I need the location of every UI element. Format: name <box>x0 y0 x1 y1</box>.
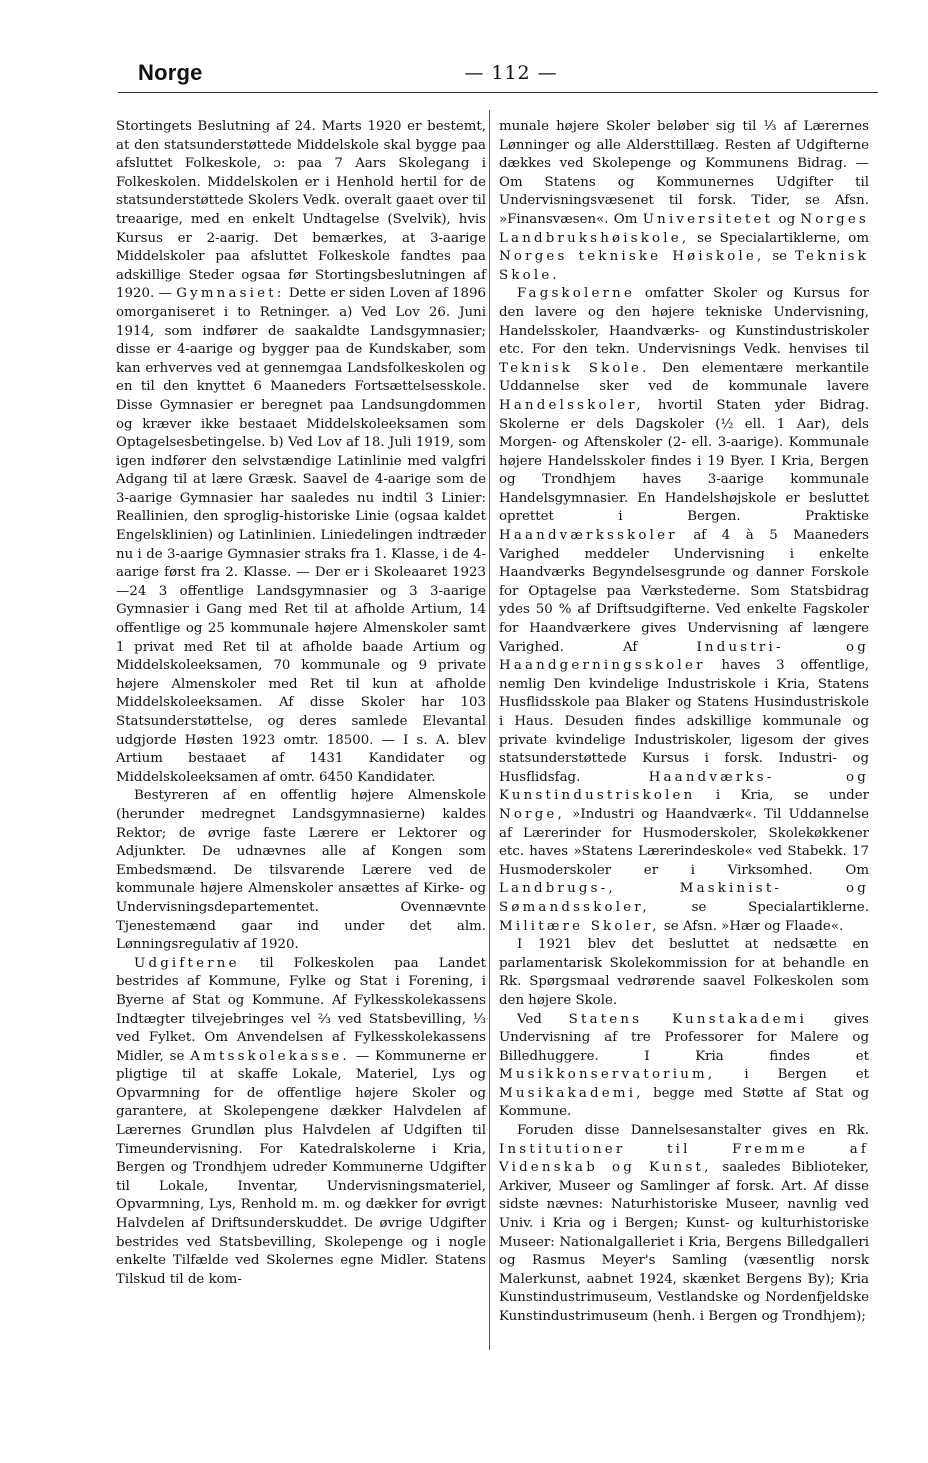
term: Norges Landbrukshøiskole, <box>499 211 869 246</box>
paragraph: Udgifterne til Folkeskolen paa Landet bestrides af Kommune, Fylke og Stat i Forening, i Byerne af Stat og Kommune. Af Fylkesskolekassens Indtægter tilvejebringes vel ⅔ ved Statsbevilling, ⅓ ved Fylket. Om Anvendelsen af Fylkesskolekassens Midler, se Amtsskolekasse. — Kommunerne er pligtige til at skaffe Lokale, Materiel, Lys og Opvarmning for de offentlige højere Skoler og garantere, at Skolepengene dækker Halvdelen af Lærernes Grundløn plus Halvdelen af Udgiften til Timeundervisning. For Katedralskolerne i Kria, Bergen og Trondhjem udreder Kommunerne Udgifter til Lokale, Inventar, Undervisningsmateriel, Opvarmning, Lys, Renhold m. m. og dækker for øvrigt Halvdelen af Driftsunderskuddet. De øvrige Udgifter bestrides ved Statsbevilling, Skolepenge og i nogle enkelte Tilfælde ved Skolernes egne Midler. Statens Tilskud til de kom- <box>116 955 487 1287</box>
term: Teknisk Skole. <box>499 249 869 283</box>
term: Norges tekniske Høiskole, <box>499 249 765 265</box>
right-column <box>499 118 869 1327</box>
term: Haandværks- og Kunstindustriskolen <box>499 769 869 804</box>
page-header <box>118 60 878 90</box>
term: Militære Skoler, <box>499 918 660 934</box>
paragraph: Stortingets Beslutning af 24. Marts 1920 er bestemt, at den statsunderstøttede Middelskole skal bygge paa afsluttet Folkeskole, ɔ: paa 7 Aars Skolegang i Folkeskolen. Middelskolen er i Henhold hertil for de statsunderstøttede Skolers Vedk. overalt gaaet over til treaarige, med en enkelt Undtagelse (Svelvik), hvis Kursus er 2-aarig. Det bemærkes, at 3-aarige Middelskoler paa afsluttet Folkeskole fandtes paa adskillige Steder ogsaa før Stortingsbeslutningen af 1920. — Gymnasiet: Dette er siden Loven af 1896 omorganiseret i to Retninger. a) Ved Lov 26. Juni 1914, som indfører de saakaldte Landsgymnasier; disse er 4-aarige og bygger paa de Kundskaber, som kan erhverves ved at gennemgaa Landsfolkeskolen og en til den knyttet 6 Maaneders Fortsættelsesskole. Disse Gymnasier er beregnet paa Landsungdommen og kræver ikke bestaaet Middelskoleeksamen som Optagelsesbetingelse. b) Ved Lov af 18. Juli 1919, som igen indfører den selvstændige Latinlinie med valgfri Adgang til at lære Græsk. Saavel de 4-aarige som de 3-aarige Gymnasier har saaledes nu indtil 3 Linier: Reallinien, den sproglig-historiske Linie (ogsaa kaldet Engelsklinien) og Latinlinien. Liniedelingen indtræder nu i de 3-aarige Gymnasier straks fra 1. Klasse, i de 4-aarige først fra 2. Klasse. — Der er i Skoleaaret 1923—24 3 offentlige Landsgymnasier og 3 3-aarige Gymnasier i Gang med Ret til at afholde Artium, 14 offentlige og 25 kommunale højere Almenskoler samt 1 privat med Ret til at afholde baade Artium og Middelskoleeksamen, 70 kommunale og 9 private højere Almenskoler med Ret til kun at afholde Middelskoleeksamen. Af disse Skoler har 103 Statsunderstøttelse, og deres samlede Elevantal udgjorde Høsten 1923 omtr. 18500. — I s. A. blev Artium bestaaet af 1431 Kandidater og Middelskoleeksamen af omtr. 6450 Kandidater. <box>116 119 486 785</box>
term: Handelsskoler, <box>499 397 644 413</box>
header-rule <box>118 92 878 93</box>
left-column <box>116 118 486 1289</box>
term: Landbrugs-, Maskinist- og Sømandsskoler, <box>499 881 869 915</box>
paragraph: Ved Statens Kunstakademi gives Undervisning af tre Professorer for Malere og Billedhuggere. I Kria findes et Musikkonservatorium, i Bergen et Musikakademi, begge med Støtte af Stat og Kommune. <box>499 1011 869 1120</box>
paragraph: munale højere Skoler beløber sig til ⅓ af Lærernes Lønninger og alle Aldersttillæg. Resten af Udgifterne dækkes ved Skolepenge og Kommunens Bidrag. — Om Statens og Kommunernes Udgifter til Undervisningsvæsenet til forsk. Tider, se Afsn. »Finansvæsen«. Om Universitetet og Norges Landbrukshøiskole, se Specialartiklerne, om Norges tekniske Høiskole, se Teknisk Skole. <box>499 119 869 283</box>
term: Musikakademi, <box>499 1085 644 1101</box>
term: Norge, <box>499 806 565 822</box>
term: Statens Kunstakademi <box>568 1011 808 1027</box>
paragraph: Foruden disse Dannelsesanstalter gives en Rk. Institutioner til Fremme af Videnskab og Kunst, saaledes Biblioteker, Arkiver, Museer og Samlinger af forsk. Art. Af disse sidste nævnes: Naturhistoriske Museer, navnlig ved Univ. i Kria og i Bergen; Kunst- og kulturhistoriske Museer: Nationalgalleriet i Kria, Bergens Billedgalleri og Rasmus Meyer's Samling (væsentlig norsk Malerkunst, aabnet 1924, skænket Bergens By); Kria Kunstindustrimuseum, Vestlandske og Nordenfjeldske Kunstindustrimuseum (henh. i Bergen og Trondhjem); <box>499 1123 869 1324</box>
term: Institutioner til Fremme af Videnskab og Kunst, <box>499 1141 869 1176</box>
term: Teknisk Skole. <box>499 360 650 376</box>
term: Industri- og Haandgerningsskoler <box>499 639 869 674</box>
term: Musikkonservatorium, <box>499 1067 716 1083</box>
term: Universitetet <box>642 211 774 227</box>
term: Fagskolerne <box>517 286 636 302</box>
term: Udgifterne <box>134 955 240 971</box>
term: Amtsskolekasse. <box>190 1048 350 1064</box>
page-number: — 112 — <box>464 62 558 84</box>
running-head: Norge <box>138 60 203 85</box>
paragraph: Fagskolerne omfatter Skoler og Kursus for den lavere og den højere tekniske Undervisning, Handelsskoler, Haandværks- og Kunstindustriskoler etc. For den tekn. Undervisnings Vedk. henvises til Teknisk Skole. Den elementære merkantile Uddannelse sker ved de kommunale lavere Handelsskoler, hvortil Staten yder Bidrag. Skolerne er dels Dagskoler (½ ell. 1 Aar), dels Morgen- og Aftenskoler (2- ell. 3-aarige). Kommunale højere Handelsskoler findes i 19 Byer. I Kria, Bergen og Trondhjem haves 3-aarige kommunale Handelsgymnasier. En Handelshøjskole er besluttet oprettet i Bergen. Praktiske Haandværksskoler af 4 à 5 Maaneders Varighed meddeler Undervisning i enkelte Haandværks Begyndelsesgrunde og danner Forskole for Optagelse paa Værkstederne. Som Statsbidrag ydes 50 % af Driftsudgifterne. Ved enkelte Fagskoler for Haandværkere gives Undervisning af længere Varighed. Af Industri- og Haandgerningsskoler haves 3 offentlige, nemlig Den kvindelige Industriskole i Kria, Statens Husflidsskole paa Blaker og Statens Husindustriskole i Haus. Desuden findes adskillige kommunale og private kvindelige Industriskoler, ligesom der gives statsunderstøttede Kursus i forsk. Industri- og Husflidsfag. Haandværks- og Kunstindustriskolen i Kria, se under Norge, »Industri og Haandværk«. Til Uddannelse af Lærerinder for Husmoderskoler, Skolekøkkener etc. haves »Statens Lærerindeskole« ved Stabekk. 17 Husmoderskoler er i Virksomhed. Om Landbrugs-, Maskinist- og Sømandsskoler, se Specialartiklerne. Militære Skoler, se Afsn. »Hær og Flaade«. <box>499 286 870 934</box>
paragraph: Bestyreren af en offentlig højere Almenskole (herunder medregnet Landsgymnasierne) kaldes Rektor; de øvrige faste Lærere er Lektorer og Adjunkter. De udnævnes alle af Kongen som Embedsmænd. De tilsvarende Lærere ved de kommunale højere Almenskoler ansættes af Kirke- og Undervisningsdepartementet. Ovennævnte Tjenestemænd gaar ind under det alm. Lønningsregulativ af 1920. <box>116 788 486 953</box>
paragraph: I 1921 blev det besluttet at nedsætte en parlamentarisk Skolekommission for at behandle en Rk. Spørgsmaal vedrørende saavel Folkeskolen som den højere Skole. <box>499 937 869 1008</box>
term: Gymnasiet: <box>176 286 285 302</box>
term: Haandværksskoler <box>499 528 678 544</box>
column-divider <box>489 110 490 1350</box>
